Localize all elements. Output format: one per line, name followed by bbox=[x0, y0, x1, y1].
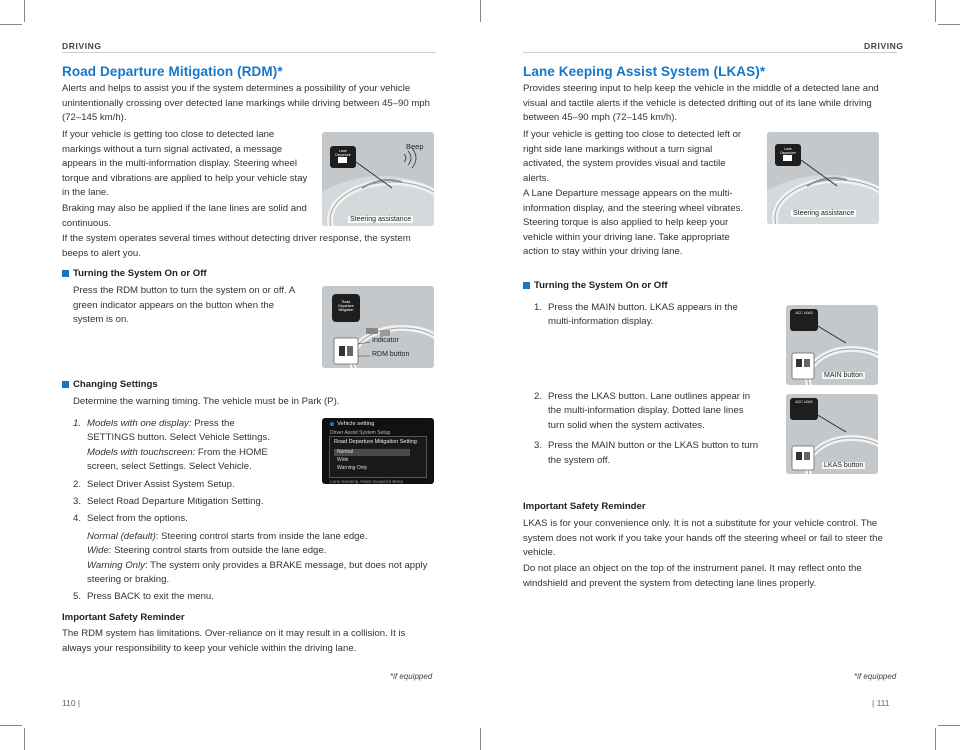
safety-paragraph: Do not place an object on the top of the instrument panel. It may reflect onto the windshield and prevent the system from detecting lane lines properly. bbox=[523, 563, 862, 589]
menu-panel bbox=[329, 436, 427, 478]
menu-header bbox=[330, 421, 374, 427]
option-item bbox=[87, 559, 435, 588]
intro-paragraph: Provides steering input to help keep the vehicle in the middle of a detected lane and visual and tactile alerts if the vehicle is detected drifting out of its lane while driving between 45–90 mph (72–145 km/h). bbox=[523, 83, 879, 124]
option-list bbox=[73, 530, 435, 588]
menu-header-text: Vehicle setting bbox=[337, 421, 375, 427]
rdm-button-illustration bbox=[322, 286, 434, 368]
step-number: 5. bbox=[73, 591, 82, 603]
page-number: 110 | bbox=[62, 698, 81, 708]
bullet-square-icon bbox=[62, 270, 69, 277]
bullet-square-icon bbox=[523, 282, 530, 289]
display-text: Road Departure Mitigation bbox=[338, 300, 354, 312]
rdm-steering-illustration bbox=[322, 132, 434, 226]
option-desc: : The system only provides a BRAKE message, but does not apply steering or braking. bbox=[87, 559, 428, 586]
option-item bbox=[87, 530, 435, 544]
footnote: *if equipped bbox=[854, 672, 897, 681]
list-item bbox=[73, 590, 435, 604]
main-button-illustration bbox=[786, 305, 878, 385]
step-text-body: Press the SETTINGS button. Select Vehicle Settings. bbox=[87, 418, 270, 444]
menu-option-warning-only[interactable]: Warning Only bbox=[337, 465, 368, 471]
step-number: 4. bbox=[73, 513, 82, 525]
subheading-changing bbox=[62, 379, 158, 390]
menu-footer: Lane Keeping Assist Suspend Beep bbox=[330, 479, 404, 484]
menu-subtitle: Driver Assist System Setup bbox=[330, 430, 391, 436]
menu-dot-icon bbox=[330, 422, 334, 426]
safety-paragraph: The RDM system has limitations. Over-reliance on it may result in a collision. It is always your responsibility to keep your vehicle within the driving lane. bbox=[62, 628, 406, 654]
rdm-button-label: RDM button bbox=[372, 351, 410, 358]
body-paragraph: If your vehicle is getting too close to detected lane markings without a turn signal activated, a message appears in the multi-information display. Steering wheel torque and vibrations are applied to help your vehicle stay in the lane. bbox=[62, 129, 308, 199]
body-paragraph: A Lane Departure message appears on the multi-information display, and the steering wheel vibrates. Steering torque is also applied to help keep your vehicle within your driving lane. Take appropriate action to stay within your driving lane. bbox=[523, 188, 744, 258]
option-desc: : Steering control starts from outside the lane edge. bbox=[108, 545, 327, 557]
menu-option-wide[interactable]: Wide bbox=[337, 457, 349, 463]
lkas-steps-2-3 bbox=[534, 390, 760, 468]
subheading-text: Turning the System On or Off bbox=[534, 280, 668, 291]
step-text: Select Road Departure Mitigation Setting. bbox=[87, 496, 264, 508]
subheading-text: Turning the System On or Off bbox=[73, 268, 207, 279]
step-text: Press the LKAS button. Lane outlines appear in the multi-information display. Dotted lane lines turn solid when the system activates. bbox=[548, 391, 751, 431]
step-text: Select from the options. bbox=[87, 513, 188, 525]
body-paragraph: Braking may also be applied if the lane lines are solid and continuous. bbox=[62, 203, 307, 229]
display-text: Lane Departure bbox=[335, 149, 351, 157]
step-number: 2. bbox=[73, 478, 82, 490]
step-text bbox=[87, 417, 273, 475]
option-item bbox=[87, 544, 435, 558]
body-paragraph: If the system operates several times without detecting driver response, the system beeps to alert you. bbox=[62, 233, 411, 259]
list-item bbox=[534, 390, 760, 433]
turning-paragraph: Press the RDM button to turn the system on or off. A green indicator appears on the button when the system is on. bbox=[73, 285, 295, 326]
main-button-label: MAIN button bbox=[824, 372, 863, 379]
subheading-text: Changing Settings bbox=[73, 379, 158, 390]
changing-paragraph: Determine the warning timing. The vehicle must be in Park (P). bbox=[73, 396, 340, 407]
body-paragraph: If your vehicle is getting too close to detected left or right side lane markings without a turn signal activated, the system provides visual and tactile alerts. bbox=[523, 129, 742, 184]
list-item bbox=[534, 301, 748, 330]
list-item bbox=[534, 439, 760, 468]
menu-option-normal[interactable]: Normal bbox=[334, 449, 410, 456]
list-item bbox=[73, 512, 435, 526]
beep-label: Beep bbox=[406, 142, 424, 151]
right-page bbox=[480, 0, 960, 750]
lkas-button-illustration bbox=[786, 394, 878, 474]
display-text: Lane Departure bbox=[780, 147, 796, 155]
step-number: 1. bbox=[73, 418, 82, 429]
option-name: Normal (default) bbox=[87, 530, 156, 542]
list-item bbox=[73, 495, 435, 509]
page-title: Lane Keeping Assist System (LKAS)* bbox=[523, 64, 766, 79]
safety-paragraph: LKAS is for your convenience only. It is not a substitute for your vehicle control. The system does not work if you take your hands off the steering wheel or fail to steer the vehicle. bbox=[523, 518, 883, 559]
display-text: ACC LKAS bbox=[795, 400, 813, 404]
lkas-steering-illustration bbox=[767, 132, 879, 224]
step-text: Select Driver Assist System Setup. bbox=[87, 478, 235, 490]
option-name: Wide bbox=[87, 545, 109, 557]
intro-paragraph: Alerts and helps to assist you if the system determines a possibility of your vehicle unintentionally crossing over detected lane markings while driving between 45–90 mph (72–145 km/h). bbox=[62, 83, 430, 124]
step-number: 1. bbox=[534, 302, 543, 313]
subheading-turning bbox=[62, 268, 207, 279]
safety-heading: Important Safety Reminder bbox=[62, 612, 185, 623]
indicator-label: Indicator bbox=[372, 337, 399, 344]
safety-heading: Important Safety Reminder bbox=[523, 501, 646, 512]
steering-assistance-label: Steering assistance bbox=[350, 216, 412, 223]
section-label: DRIVING bbox=[62, 41, 102, 51]
header-rule bbox=[523, 52, 897, 53]
page-title: Road Departure Mitigation (RDM)* bbox=[62, 64, 283, 79]
footnote: *if equipped bbox=[390, 672, 433, 681]
step-text: Press the MAIN button or the LKAS button to turn the system off. bbox=[548, 440, 759, 466]
option-name: Warning Only bbox=[87, 559, 145, 571]
subheading-turning bbox=[523, 280, 668, 291]
lkas-button-label: LKAS button bbox=[824, 462, 864, 469]
step-text-body: From the HOME screen, select Settings. Select Vehicle. bbox=[87, 446, 268, 473]
list-item bbox=[73, 417, 273, 475]
menu-panel-title: Road Departure Mitigation Setting bbox=[334, 439, 417, 445]
step-model-label: Models with touchscreen: bbox=[87, 446, 196, 458]
option-desc: : Steering control starts from inside the lane edge. bbox=[155, 530, 368, 542]
step-model-label: Models with one display: bbox=[87, 418, 192, 429]
page-number: | 111 bbox=[872, 698, 890, 708]
step-number: 3. bbox=[534, 440, 543, 452]
step-text: Press BACK to exit the menu. bbox=[87, 591, 214, 603]
step-number: 3. bbox=[73, 496, 82, 508]
header-rule bbox=[62, 52, 436, 53]
steering-assistance-label: Steering assistance bbox=[793, 210, 855, 217]
step-number: 2. bbox=[534, 391, 543, 402]
display-text: ACC LKAS bbox=[795, 311, 813, 315]
section-label: DRIVING bbox=[864, 41, 904, 51]
settings-menu-screenshot bbox=[322, 418, 434, 484]
step-text: Press the MAIN button. LKAS appears in the multi-information display. bbox=[548, 302, 738, 328]
bullet-square-icon bbox=[62, 381, 69, 388]
lkas-step-1 bbox=[534, 301, 748, 330]
